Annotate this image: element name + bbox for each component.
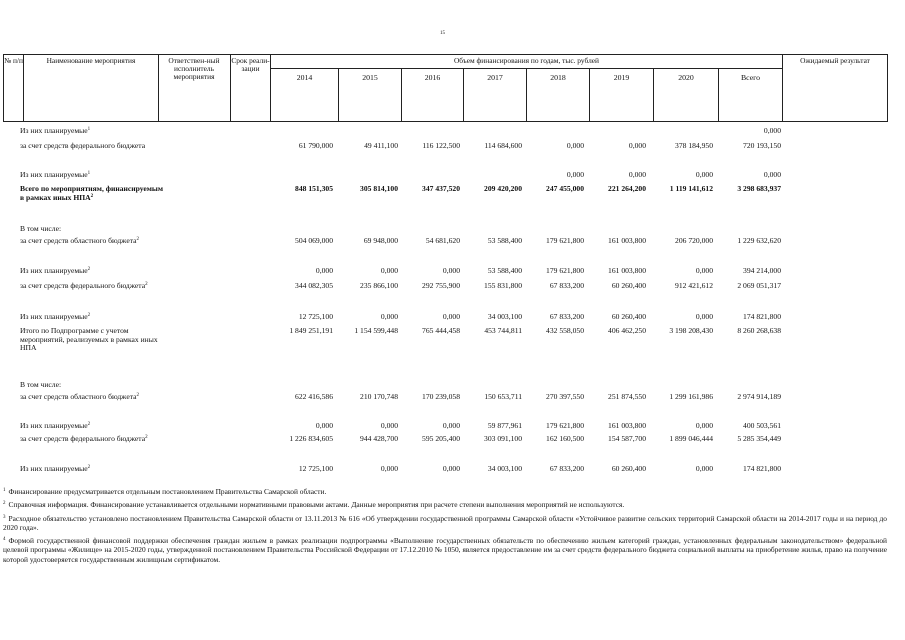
cell-value: 155 831,800 xyxy=(484,281,522,290)
footnote xyxy=(3,514,887,533)
cell-value: 0,000 xyxy=(315,266,333,275)
cell-value: 69 948,000 xyxy=(363,236,398,245)
row-label-text: Из них планируемые xyxy=(20,126,88,135)
cell-total: 8 260 268,638 xyxy=(737,326,781,335)
cell-total: 400 503,561 xyxy=(743,421,781,430)
cell-value: 12 725,100 xyxy=(298,464,333,473)
cell-value: 406 462,250 xyxy=(608,326,646,335)
page-number: 15 xyxy=(440,31,445,36)
row-label-text: Всего по мероприятиям, финансируемым в рамках иных НПА xyxy=(20,184,164,202)
row-label-text: Итого по Подпрограмме с учетом мероприятий, реализуемых в рамках иных НПА xyxy=(20,326,158,353)
cell-value: 432 558,050 xyxy=(546,326,584,335)
col-divider xyxy=(158,54,159,122)
cell-value: 179 621,800 xyxy=(546,421,584,430)
cell-value: 60 260,400 xyxy=(611,281,646,290)
header-funding: Объем финансирования по годам, тыс. рублей xyxy=(453,56,600,65)
cell-value: 150 653,711 xyxy=(484,392,522,401)
cell-total: 394 214,000 xyxy=(743,266,781,275)
cell-value: 595 205,400 xyxy=(422,434,460,443)
cell-value: 344 082,305 xyxy=(295,281,333,290)
cell-total: 5 285 354,449 xyxy=(737,434,781,443)
cell-value: 0,000 xyxy=(442,421,460,430)
cell-value: 1 899 046,444 xyxy=(669,434,713,443)
row-label xyxy=(20,142,168,151)
cell-value: 206 720,000 xyxy=(675,236,713,245)
cell-value: 59 877,961 xyxy=(487,421,522,430)
cell-value: 0,000 xyxy=(380,464,398,473)
cell-total: 0,000 xyxy=(763,126,781,135)
footnote-ref: 2 xyxy=(136,237,139,242)
row-label xyxy=(20,282,168,291)
cell-value: 114 684,600 xyxy=(484,141,522,150)
year-2017: 2017 xyxy=(487,73,503,82)
cell-value: 53 588,400 xyxy=(487,236,522,245)
table-border-top xyxy=(3,54,888,55)
cell-value: 53 588,400 xyxy=(487,266,522,275)
footnote xyxy=(3,500,887,509)
cell-value: 0,000 xyxy=(628,141,646,150)
cell-value: 221 264,200 xyxy=(608,184,646,193)
cell-value: 0,000 xyxy=(628,170,646,179)
row-label xyxy=(20,171,168,180)
footnotes xyxy=(3,487,887,568)
footnote-text: Формой государственной финансовой поддержки обеспечения граждан жильем в рамках реализации подпрограммы «Выполнение государственных обязательств по обеспечению жильем категорий граждан, установленных федеральным законодательством» федеральной целевой программы «Жилище» на 2015-2020 годы, утвержденной постановлением Правительства Российской Федерации от 17.12.2010 № 1050, является предоставление им за счет средств федерального бюджета социальной выплаты на приобретение жилья, право на получение которой удостоверяется государственным жилищным сертификатом. xyxy=(3,536,887,564)
footnote-text: Финансирование предусматривается отдельным постановлением Правительства Самарской области. xyxy=(8,487,327,496)
cell-value: 34 003,100 xyxy=(487,312,522,321)
footnote-mark: 1 xyxy=(3,488,6,493)
cell-value: 235 866,100 xyxy=(360,281,398,290)
cell-value: 303 091,100 xyxy=(484,434,522,443)
cell-value: 378 184,950 xyxy=(675,141,713,150)
row-label xyxy=(20,237,168,246)
year-2015: 2015 xyxy=(362,73,378,82)
cell-value: 0,000 xyxy=(315,421,333,430)
cell-total: 2 069 051,317 xyxy=(737,281,781,290)
header-result: Ожидаемый результат xyxy=(800,56,870,65)
row-label xyxy=(20,465,168,474)
cell-value: 34 003,100 xyxy=(487,464,522,473)
row-label-text: за счет средств федерального бюджета xyxy=(20,141,146,150)
footnote-ref: 2 xyxy=(87,267,91,272)
cell-value: 161 003,800 xyxy=(608,236,646,245)
footnote-ref: 2 xyxy=(136,393,139,398)
cell-total: 2 974 914,189 xyxy=(737,392,781,401)
cell-value: 60 260,400 xyxy=(611,464,646,473)
cell-total: 174 821,800 xyxy=(743,312,781,321)
year-2019: 2019 xyxy=(613,73,630,82)
footnote-ref: 2 xyxy=(87,422,91,427)
cell-value: 0,000 xyxy=(380,266,398,275)
cell-value: 179 621,800 xyxy=(546,236,584,245)
cell-value: 0,000 xyxy=(380,312,398,321)
cell-value: 0,000 xyxy=(695,312,713,321)
financing-table xyxy=(3,54,888,481)
cell-value: 1 226 834,605 xyxy=(289,434,333,443)
cell-value: 848 151,305 xyxy=(295,184,333,193)
footnote-ref: 2 xyxy=(90,193,94,199)
footnote-text: Расходное обязательство установлено постановлением Правительства Самарской области от 13.11.2013 № 616 «Об утверждении государственной программы Самарской области «Устойчивое развитие сельских территорий Самарской области на 2014-2017 годы и на период до 2020 года». xyxy=(3,513,887,532)
cell-value: 0,000 xyxy=(695,421,713,430)
cell-value: 116 122,500 xyxy=(422,141,460,150)
cell-value: 161 003,800 xyxy=(608,421,646,430)
cell-value: 270 397,550 xyxy=(546,392,584,401)
footnote-ref: 2 xyxy=(87,465,91,470)
cell-value: 504 069,000 xyxy=(295,236,333,245)
cell-value: 0,000 xyxy=(442,312,460,321)
cell-value: 1 299 161,986 xyxy=(669,392,713,401)
table-border-right xyxy=(887,54,888,122)
cell-value: 61 790,000 xyxy=(298,141,333,150)
row-label xyxy=(20,185,168,202)
cell-value: 1 154 599,448 xyxy=(354,326,398,335)
header-responsible: Ответствен-ный исполнитель мероприятия xyxy=(168,56,220,82)
cell-value: 0,000 xyxy=(566,170,584,179)
cell-value: 154 587,700 xyxy=(608,434,646,443)
cell-value: 67 833,200 xyxy=(549,464,584,473)
row-label-text: Из них планируемые xyxy=(20,170,88,179)
cell-value: 251 874,550 xyxy=(608,392,646,401)
cell-value: 1 849 251,191 xyxy=(289,326,333,335)
header-num: № п/п xyxy=(4,56,23,65)
cell-value: 0,000 xyxy=(695,266,713,275)
cell-value: 1 119 141,612 xyxy=(669,184,713,193)
cell-value: 54 681,620 xyxy=(425,236,460,245)
cell-total: 174 821,800 xyxy=(743,464,781,473)
cell-value: 247 455,000 xyxy=(546,184,584,193)
cell-value: 912 421,612 xyxy=(675,281,713,290)
row-label-text: за счет средств федерального бюджета xyxy=(20,434,146,443)
cell-value: 162 160,500 xyxy=(546,434,584,443)
row-label-text: Из них планируемые xyxy=(20,312,88,321)
year-total: Всего xyxy=(740,73,761,82)
cell-value: 305 814,100 xyxy=(360,184,398,193)
row-label xyxy=(20,422,168,431)
row-label xyxy=(20,225,168,234)
cell-value: 765 444,458 xyxy=(422,326,460,335)
cell-total: 3 298 683,937 xyxy=(737,184,781,193)
cell-value: 3 198 208,430 xyxy=(669,326,713,335)
footnote-ref: 1 xyxy=(87,127,91,132)
header-term: Срок реали-зации xyxy=(231,56,270,74)
cell-value: 67 833,200 xyxy=(549,281,584,290)
cell-value: 161 003,800 xyxy=(608,266,646,275)
cell-value: 347 437,520 xyxy=(422,184,460,193)
cell-value: 0,000 xyxy=(695,170,713,179)
cell-value: 292 755,900 xyxy=(422,281,460,290)
cell-value: 944 428,700 xyxy=(360,434,398,443)
cell-value: 0,000 xyxy=(442,266,460,275)
row-label-text: В том числе: xyxy=(20,380,62,389)
cell-value: 0,000 xyxy=(380,421,398,430)
cell-value: 67 833,200 xyxy=(549,312,584,321)
row-label xyxy=(20,393,168,402)
row-label-text: за счет средств федерального бюджета xyxy=(20,281,146,290)
footnote-ref: 2 xyxy=(145,282,148,287)
footnote-text: Справочная информация. Финансирование устанавливается отдельными нормативными правовыми актами. Данные мероприятия при расчете степени выполнения мероприятий не используются. xyxy=(8,500,625,510)
cell-value: 210 170,748 xyxy=(360,392,398,401)
cell-value: 622 416,586 xyxy=(295,392,333,401)
year-2018: 2018 xyxy=(550,73,566,82)
cell-value: 0,000 xyxy=(442,464,460,473)
row-label xyxy=(20,381,168,390)
footnote-mark: 2 xyxy=(3,501,6,507)
row-label xyxy=(20,267,168,276)
cell-value: 0,000 xyxy=(566,141,584,150)
footnote-ref: 2 xyxy=(87,313,91,318)
footnote xyxy=(3,536,887,564)
cell-value: 209 420,200 xyxy=(484,184,522,193)
footnote-ref: 2 xyxy=(145,435,148,440)
year-2020: 2020 xyxy=(678,73,694,82)
cell-value: 12 725,100 xyxy=(298,312,333,321)
row-label xyxy=(20,313,168,322)
year-2016: 2016 xyxy=(424,73,441,82)
cell-value: 179 621,800 xyxy=(546,266,584,275)
row-label-text: Из них планируемые xyxy=(20,266,88,275)
cell-value: 170 239,058 xyxy=(422,392,460,401)
footnote-mark: 3 xyxy=(3,514,6,520)
footnote-mark: 4 xyxy=(3,537,6,543)
row-label-text: за счет средств областного бюджета xyxy=(20,236,137,245)
footnote xyxy=(3,487,887,496)
row-label xyxy=(20,327,168,353)
row-label xyxy=(20,435,168,444)
cell-value: 0,000 xyxy=(695,464,713,473)
cell-value: 60 260,400 xyxy=(611,312,646,321)
header-bottom-line xyxy=(3,121,888,122)
cell-total: 0,000 xyxy=(763,170,781,179)
cell-value: 49 411,100 xyxy=(364,141,398,150)
row-label-text: В том числе: xyxy=(20,224,62,233)
row-label-text: за счет средств областного бюджета xyxy=(20,392,137,401)
footnote-ref: 1 xyxy=(87,171,91,176)
header-name: Наименование мероприятия xyxy=(46,56,136,65)
row-label xyxy=(20,127,168,136)
year-2014: 2014 xyxy=(296,73,313,82)
cell-value: 453 744,811 xyxy=(484,326,522,335)
row-label-text: Из них планируемые xyxy=(20,464,88,473)
row-label-text: Из них планируемые xyxy=(20,421,88,430)
cell-total: 720 193,150 xyxy=(743,141,781,150)
cell-total: 1 229 632,620 xyxy=(737,236,781,245)
